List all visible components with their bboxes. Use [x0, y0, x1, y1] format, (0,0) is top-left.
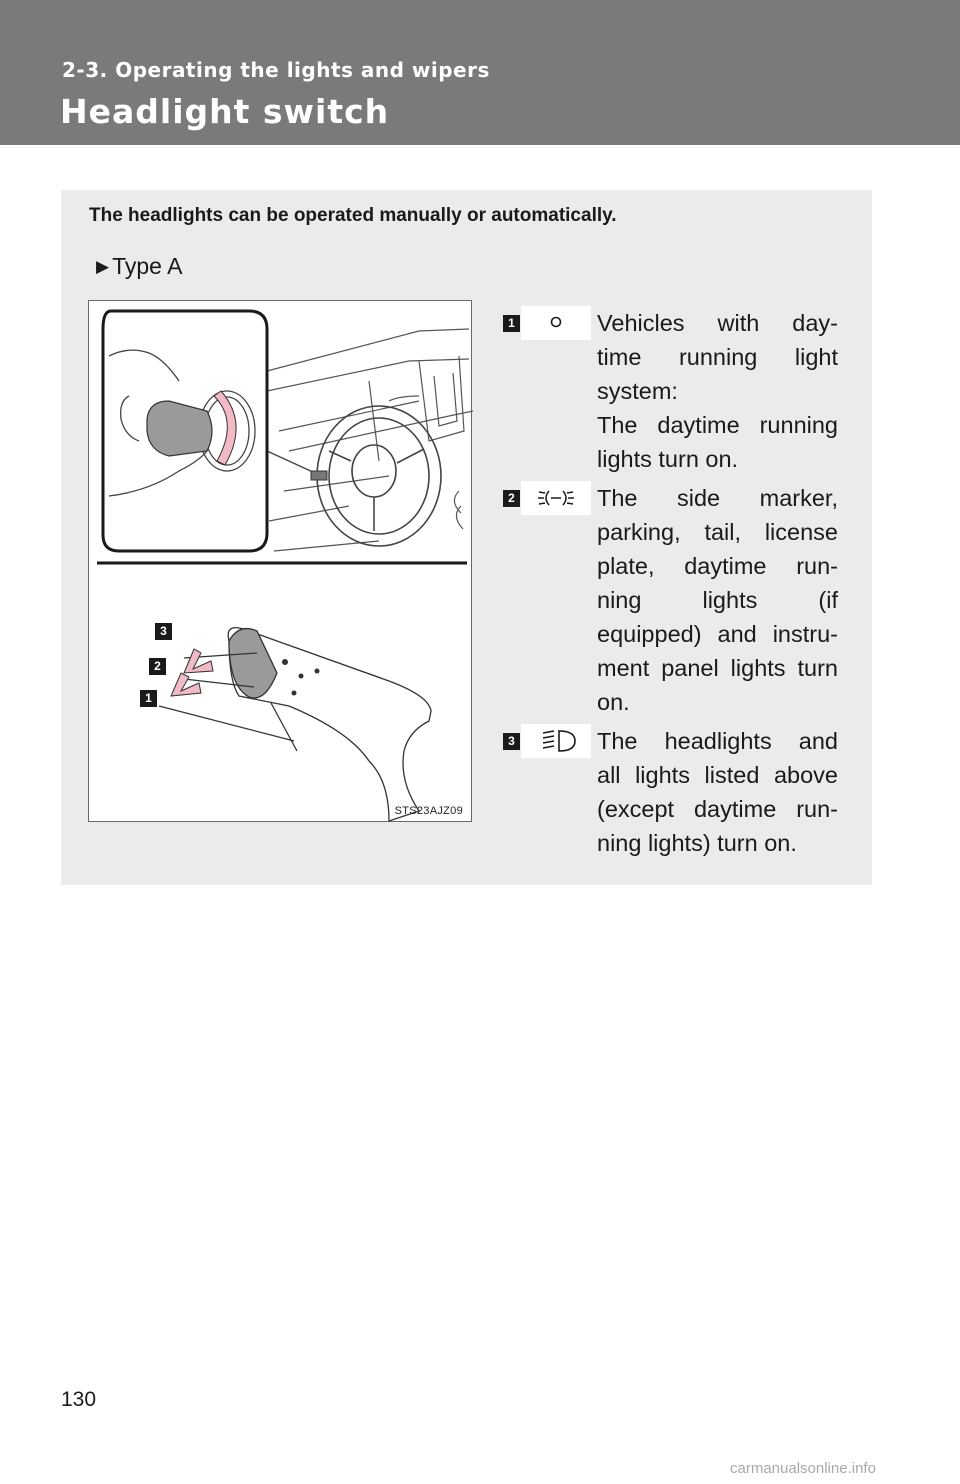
page-title: Headlight switch [60, 92, 390, 131]
callout-2: 2 [149, 658, 166, 675]
parking-lights-icon [521, 481, 591, 515]
watermark: carmanualsonline.info [730, 1460, 876, 1477]
type-label-text: Type A [112, 253, 183, 279]
header-bar [0, 0, 960, 145]
item-1-number: 1 [503, 315, 520, 332]
callout-3: 3 [155, 623, 172, 640]
triangle-right-icon: ▶ [96, 257, 110, 276]
illustration-svg [89, 301, 473, 823]
daytime-running-light-icon [521, 306, 591, 340]
intro-text: The headlights can be operated manually or automatically. [89, 205, 617, 226]
item-2-number: 2 [503, 490, 520, 507]
item-3-text: The headlights and all lights listed above (except daytime run- ning lights) turn on. [597, 728, 838, 856]
page-number: 130 [61, 1388, 97, 1411]
section-heading: 2-3. Operating the lights and wipers [62, 58, 490, 82]
headlight-switch-illustration [88, 300, 472, 822]
callout-1: 1 [140, 690, 157, 707]
figure-code: STS23AJZ09 [394, 805, 463, 817]
item-1-text: Vehicles with day- time running light system: The daytime running lights turn on. [597, 310, 838, 472]
headlight-icon [521, 724, 591, 758]
item-2-text: The side marker, parking, tail, license plate, daytime run- ning lights (if equipped) and instru- ment panel lights turn on. [597, 485, 838, 715]
item-3-number: 3 [503, 733, 520, 750]
type-label [96, 253, 182, 280]
